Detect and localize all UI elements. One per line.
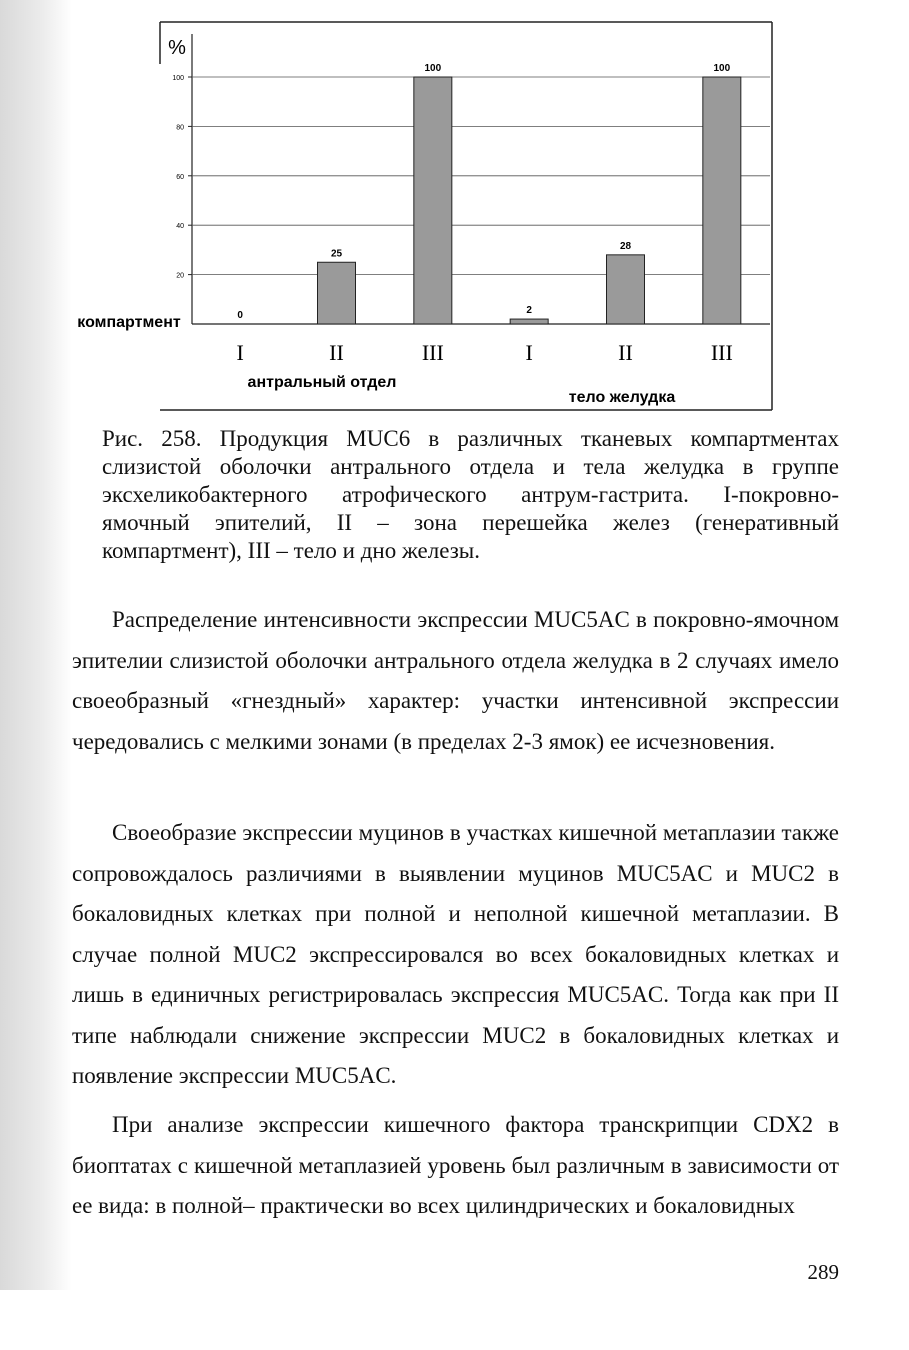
bar-chart <box>72 14 777 414</box>
bar-value-label: 2 <box>526 305 532 317</box>
y-tick-label: 80 <box>176 124 184 132</box>
bar <box>607 255 645 324</box>
paragraph-1: Распределение интенсивности экспрессии MUC5AC в покровно-ямочном эпителии слизистой оболочки антрального отдела желудка в 2 случаях имело своеобразный «гнездный» характер: участки интенсивной экспрессии чередовались с мелкими зонами (в пределах 2-3 ямок) ее исчезновения. <box>72 607 839 754</box>
paragraph-3: При анализе экспрессии кишечного фактора транскрипции CDX2 в биоптатах с кишечной метаплазией уровень был различным в зависимости от ее вида: в полной– практически во всех цилиндрических и бокаловидных <box>72 1112 839 1218</box>
page-number: 289 <box>807 1260 839 1284</box>
category-labels <box>237 340 733 365</box>
grid <box>172 75 770 280</box>
figure-caption: Рис. 258. Продукция MUC6 в различных тканевых компартментах слизистой оболочки антрального отдела и тела желудка в группе эксхеликобактерного атрофического антрум-гастрита. I-покровно-ямочный эпителий, II – зона перешейка желез (генеративный компартмент), III – тело и дно железы. <box>102 426 839 563</box>
scan-shadow <box>0 0 72 1290</box>
category-label: I <box>525 340 533 365</box>
paragraph-2: Своеобразие экспрессии муцинов в участках кишечной метаплазии также сопровождалось различиями в выявлении муцинов MUC5AC и MUC2 в бокаловидных клетках при полной и неполной кишечной метаплазии. В случае полной MUC2 экспрессировался во всех бокаловидных клетках и лишь в единичных регистрировалась экспрессия MUC5AC. Тогда как при II типе наблюдали снижение экспрессии MUC2 в бокаловидных клетках и появление экспрессии MUC5AC. <box>72 820 839 1088</box>
category-label: II <box>329 340 344 365</box>
bar-value-label: 28 <box>619 240 632 252</box>
y-unit-label: % <box>168 37 186 59</box>
bar <box>510 319 548 324</box>
y-tick-label: 100 <box>172 75 184 82</box>
bar <box>318 262 356 324</box>
figure <box>72 14 777 414</box>
group-label-body: тело желудка <box>568 389 676 406</box>
bar-value-label: 100 <box>424 63 442 74</box>
bar-value-label: 25 <box>330 248 343 260</box>
category-label: III <box>421 340 444 365</box>
category-label: III <box>710 340 733 365</box>
y-tick-label: 20 <box>176 272 184 280</box>
y-tick-label: 40 <box>176 223 184 231</box>
bars <box>237 63 740 324</box>
y-tick-label: 60 <box>176 173 184 181</box>
bar-value-label: 0 <box>237 310 243 321</box>
bar-value-label: 100 <box>713 63 731 74</box>
category-label: II <box>618 340 633 365</box>
bar <box>414 77 452 324</box>
category-label: I <box>236 340 244 365</box>
group-label-antrum: антральный отдел <box>247 374 397 391</box>
bar <box>703 77 741 324</box>
row-label: компартмент <box>77 314 181 331</box>
